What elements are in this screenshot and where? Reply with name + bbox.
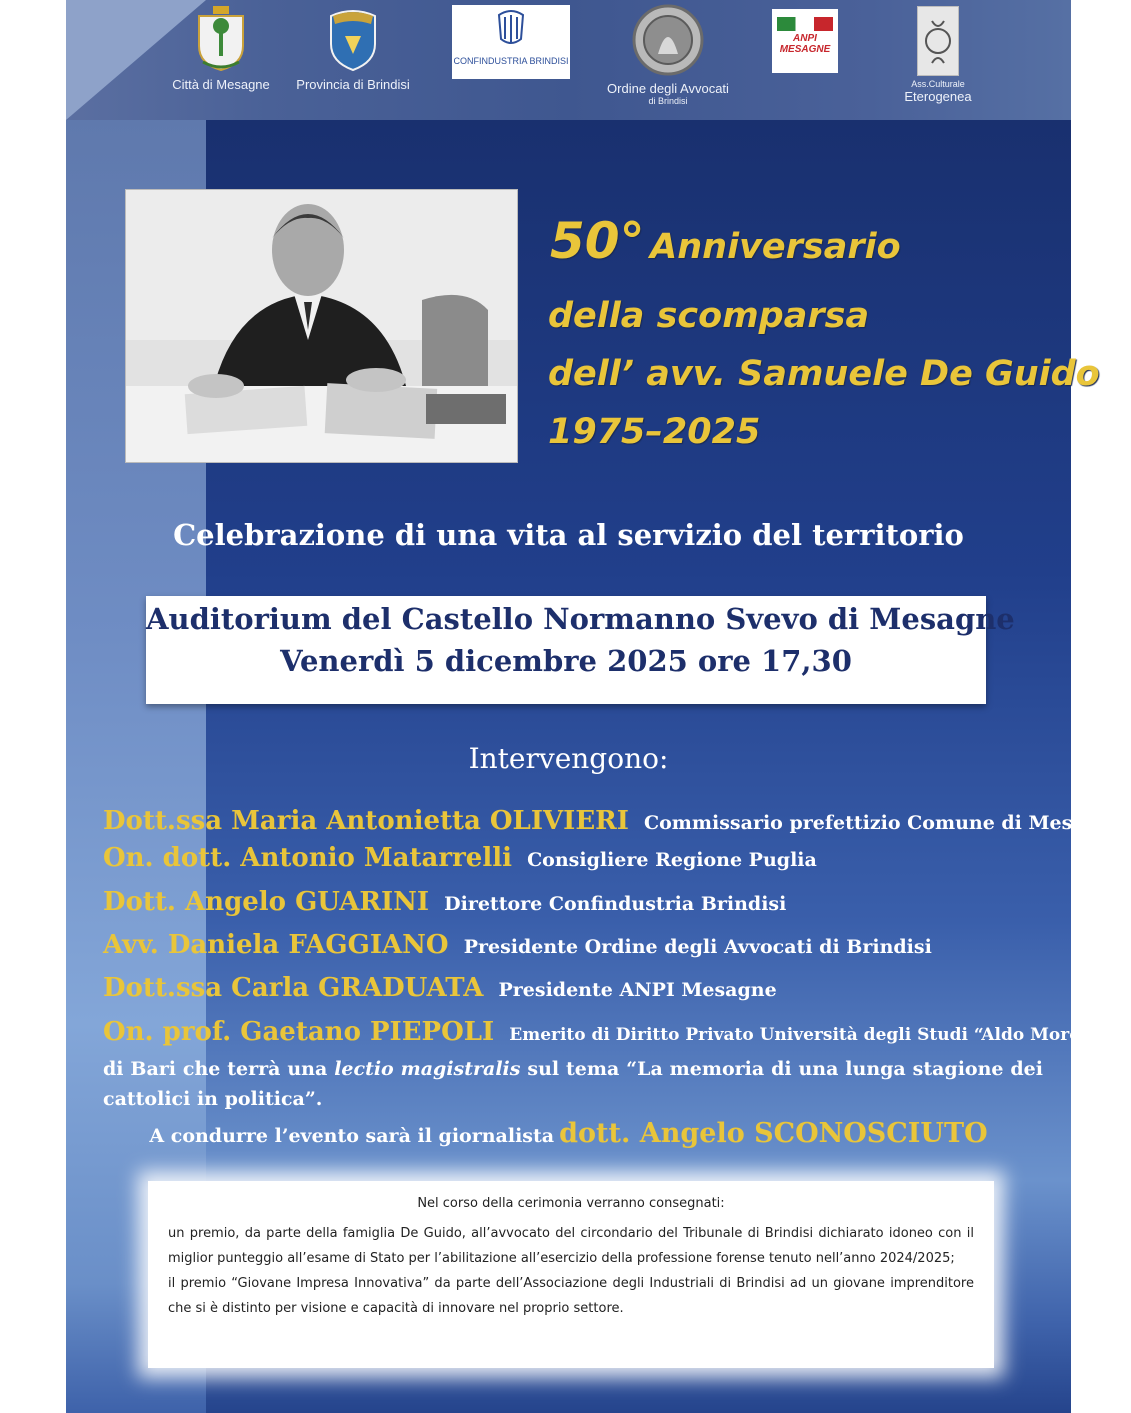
logo-eterogenea: [878, 6, 998, 104]
logo-provincia-brindisi: [288, 6, 418, 92]
speaker-row: [103, 930, 932, 960]
award-paragraph: il premio “Giovane Impresa Innovativa” da parte dell’Associazione degli Industriali di Brindisi ad un giovane imprenditore che si è distinto per visione e capacità di innovare nel proprio settore.: [168, 1276, 974, 1316]
host-line: [66, 1118, 1071, 1149]
host-lead: A condurre l’evento sarà il giornalista: [149, 1125, 555, 1147]
city-crest-icon: [191, 4, 251, 72]
speaker-name: Dott.ssa Carla GRADUATA: [103, 973, 484, 1003]
portrait-photo: [125, 189, 518, 463]
lecture-italic: lectio magistralis: [334, 1058, 521, 1080]
awards-heading: Nel corso della cerimonia verranno consegnati:: [417, 1196, 725, 1211]
logo-sublabel: di Brindisi: [648, 96, 688, 106]
logo-label: Provincia di Brindisi: [296, 77, 410, 92]
speaker-role: Presidente Ordine degli Avvocati di Brindisi: [463, 936, 932, 958]
lecture-description: [103, 1054, 1043, 1114]
speakers-heading: Intervengono:: [468, 742, 669, 775]
speaker-name: Avv. Daniela FAGGIANO: [103, 930, 449, 960]
province-crest-icon: [325, 6, 381, 72]
venue-datetime: Venerdì 5 dicembre 2025 ore 17,30: [280, 644, 852, 678]
lecture-text: di Bari che terrà una: [103, 1058, 335, 1080]
award-paragraph: un premio, da parte della famiglia De Guido, all’avvocato del circondario del Tribunale di Brindisi dichiarato idoneo con il miglior punteggio all’esame di Stato per l’abilitazione all’esercizio della professione forense tenuto nell’anno 2024/2025;: [168, 1226, 974, 1266]
speaker-row: [103, 843, 817, 873]
speaker-name: On. dott. Antonio Matarrelli: [103, 843, 512, 873]
poster: [66, 0, 1124, 1413]
logo-label: Eterogenea: [904, 89, 972, 104]
logo-anpi-mesagne: [772, 9, 838, 73]
venue-box: [146, 596, 1015, 704]
speaker-name: On. prof. Gaetano PIEPOLI: [103, 1017, 495, 1047]
speaker-row: [103, 973, 777, 1003]
speaker-role: Presidente ANPI Mesagne: [498, 979, 777, 1001]
title-line-1: [550, 212, 901, 270]
logo-citta-mesagne: [166, 4, 276, 92]
logo-label: CONFINDUSTRIA BRINDISI: [453, 56, 569, 66]
logo-label: Città di Mesagne: [172, 77, 270, 92]
title-line-2: della scomparsa: [548, 296, 870, 336]
logo-label: ANPI MESAGNE: [779, 33, 831, 55]
speaker-row: [103, 1017, 1090, 1047]
host-name: dott. Angelo SCONOSCIUTO: [559, 1118, 988, 1149]
speaker-role: Consigliere Regione Puglia: [527, 849, 817, 871]
eterogenea-emblem-icon: [917, 6, 959, 76]
title-line-3: dell’ avv. Samuele De Guido: [548, 354, 1100, 394]
speaker-role: Direttore Confindustria Brindisi: [444, 893, 787, 915]
event-subtitle: Celebrazione di una vita al servizio del territorio: [173, 518, 964, 552]
speaker-row: [103, 806, 1124, 836]
venue-place: Auditorium del Castello Normanno Svevo di Mesagne: [146, 602, 1015, 636]
anniversary-number: 50°: [550, 212, 645, 270]
speaker-row: [103, 887, 786, 917]
speaker-role: Emerito di Diritto Privato Università degli Studi “Aldo Moro”: [509, 1025, 1091, 1045]
speaker-name: Dott.ssa Maria Antonietta OLIVIERI: [103, 806, 629, 836]
logo-label: Ordine degli Avvocati: [607, 81, 729, 96]
lecture-text: sul tema “La memoria di una lunga stagione dei cattolici in politica”.: [103, 1058, 1043, 1110]
speaker-role: Commissario prefettizio Comune di Mesagne: [644, 812, 1124, 834]
anniversary-word: Anniversario: [650, 227, 901, 267]
awards-box: [148, 1181, 994, 1368]
logo-sublabel: Ass.Culturale: [911, 79, 965, 89]
title-line-4: 1975–2025: [548, 412, 761, 452]
speaker-name: Dott. Angelo GUARINI: [103, 887, 430, 917]
bar-association-seal-icon: [632, 4, 704, 76]
logo-ordine-avvocati: [598, 4, 738, 106]
logo-confindustria: [452, 5, 570, 79]
confindustria-emblem-icon: [491, 9, 531, 51]
